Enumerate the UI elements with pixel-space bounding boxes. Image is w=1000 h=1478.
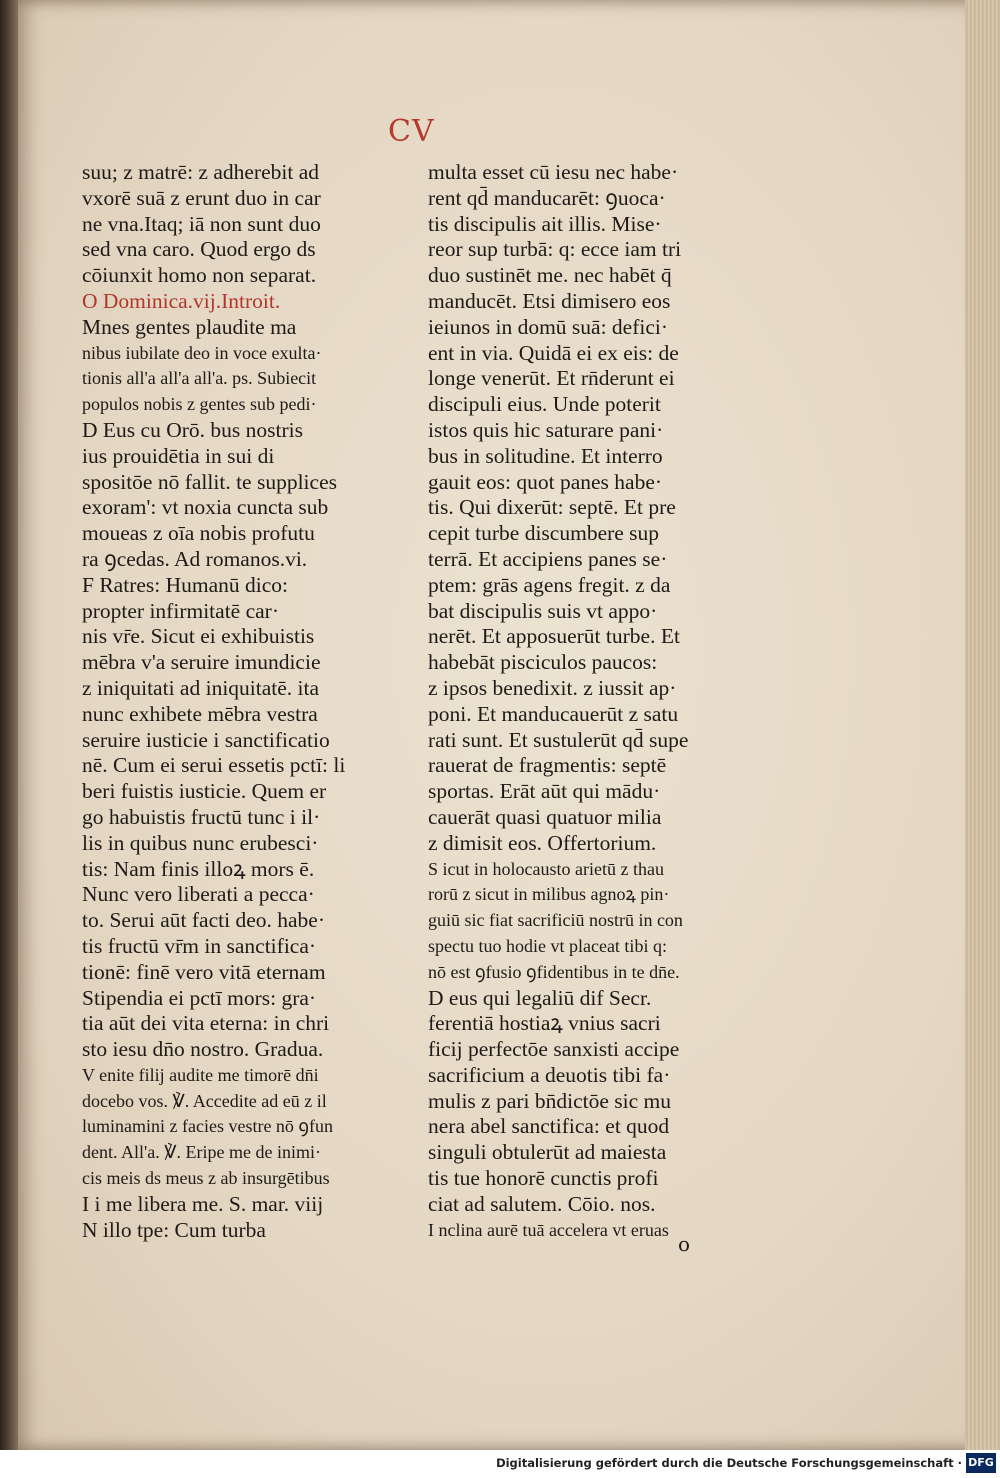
text-line: Mnes gentes plaudite ma: [82, 314, 297, 339]
text-line: nō est ꝯfusio ꝯfidentibus in te dn̄e.: [428, 961, 680, 982]
folio-number: CV: [388, 114, 435, 149]
text-line: tis discipulis ait illis. Mise·: [428, 211, 662, 236]
text-line: sacrificium a deuotis tibi fa·: [428, 1062, 671, 1087]
text-line: sto iesu dn̄o nostro. Gradua.: [82, 1037, 324, 1062]
text-line: rati sunt. Et sustulerūt qd̄ supe: [428, 727, 689, 752]
text-line: F Ratres: Humanū dico:: [82, 572, 289, 597]
text-line: ra ꝯcedas. Ad romanos.vi.: [82, 546, 308, 571]
text-line: bus in solitudine. Et interro: [428, 443, 663, 468]
text-line: tis tue honorē cunctis profi: [428, 1166, 659, 1191]
text-line: tia aūt dei vita eterna: in chri: [82, 1011, 330, 1036]
text-line: cepit turbe discumbere sup: [428, 521, 660, 546]
text-line: I nclina aurē tuā accelera vt eruas: [428, 1219, 669, 1240]
text-line: N illo tpe: Cum turba: [82, 1217, 266, 1242]
text-line: z dimisit eos. Offertorium.: [428, 830, 657, 855]
text-line: nibus iubilate deo in voce exulta·: [82, 342, 322, 363]
text-line: tionis all'a all'a all'a. ps. Subiecit: [82, 368, 317, 389]
text-line: moueas z oīa nobis profutu: [82, 521, 315, 546]
text-line: populos nobis z gentes sub pedi·: [82, 394, 317, 415]
text-line: S icut in holocausto arietū z thau: [428, 858, 664, 879]
text-line: spectu tuo hodie vt placeat tibi q:: [428, 935, 667, 956]
text-line: duo sustinēt me. nec habēt q̄: [428, 263, 672, 288]
text-line: suu; z matrē: z adherebit ad: [82, 160, 319, 184]
text-line: nera abel sanctifica: et quod: [428, 1114, 670, 1139]
text-line: mulis z pari bn̄dictōe sic mu: [428, 1088, 672, 1113]
text-line: Stipendia ei pctī mors: gra·: [82, 985, 317, 1010]
text-line: luminamini z facies vestre nō ꝯfun: [82, 1116, 333, 1137]
text-line: rorū z sicut in milibus agnoꝝ pin·: [428, 884, 670, 905]
text-line: seruire iusticie i sanctificatio: [82, 727, 330, 752]
text-line: nē. Cum ei serui essetis pctī: li: [82, 753, 346, 778]
text-line: discipuli eius. Unde poterit: [428, 392, 661, 417]
text-line: ent in via. Quidā ei ex eis: de: [428, 340, 679, 365]
text-line: cauerāt quasi quatuor milia: [428, 804, 662, 829]
text-line: I i me libera me. S. mar. viij: [82, 1191, 324, 1216]
left-column: [82, 160, 382, 1243]
text-line: dent. All'a. ℣. Eripe me de inimi·: [82, 1142, 322, 1163]
text-line: ius prouidētia in sui di: [82, 443, 275, 468]
text-line: Nunc vero liberati a pecca·: [82, 882, 315, 907]
text-line: istos quis hic saturare pani·: [428, 417, 664, 442]
text-line: ciat ad salutem. Cōio. nos.: [428, 1191, 656, 1216]
footer-credit: Digitalisierung gefördert durch die Deutsche Forschungsgemeinschaft ·: [496, 1456, 962, 1470]
text-line: cōiunxit homo non separat.: [82, 263, 317, 288]
text-line: go habuistis fructū tunc i il·: [82, 804, 321, 829]
text-line: cis meis ds meus z ab insurgētibus: [82, 1168, 330, 1189]
text-line: docebo vos. ℣. Accedite ad eū z il: [82, 1090, 327, 1111]
text-line: sed vna caro. Quod ergo ds: [82, 237, 316, 262]
text-line: tis fructū vr̄m in sanctifica·: [82, 933, 317, 958]
text-line: exoram': vt noxia cuncta sub: [82, 495, 329, 520]
text-line: tionē: finē vero vitā eternam: [82, 959, 326, 984]
text-line: lis in quibus nunc erubesci·: [82, 830, 319, 855]
text-line: nis vr̄e. Sicut ei exhibuistis: [82, 624, 315, 649]
text-line: ieiunos in domū suā: defici·: [428, 314, 669, 339]
text-line: nerēt. Et apposuerūt turbe. Et: [428, 624, 680, 649]
text-line: gauit eos: quot panes habe·: [428, 469, 663, 494]
signature-mark: o: [678, 1232, 691, 1256]
text-line: habebāt pisciculos paucos:: [428, 650, 658, 675]
text-line: sportas. Erāt aūt qui mādu·: [428, 779, 661, 804]
text-line: ficij perfectōe sanxisti accipe: [428, 1037, 680, 1062]
dfg-logo-icon: DFG: [966, 1453, 996, 1473]
text-line: to. Serui aūt facti deo. habe·: [82, 908, 325, 933]
text-line: manducēt. Etsi dimisero eos: [428, 288, 671, 313]
text-line: ptem: grās agens fregit. z da: [428, 572, 671, 597]
text-line: rauerat de fragmentis: septē: [428, 753, 667, 778]
text-line: vxorē suā z erunt duo in car: [82, 185, 321, 210]
text-line: terrā. Et accipiens panes se·: [428, 546, 668, 571]
right-column: [428, 160, 728, 1243]
text-line: beri fuistis iusticie. Quem er: [82, 779, 327, 804]
text-line: bat discipulis suis vt appo·: [428, 598, 658, 623]
text-line: D eus qui legaliū dif Secr.: [428, 985, 652, 1010]
fore-edge: [965, 0, 1000, 1450]
text-line: V enite filij audite me timorē dn̄i: [82, 1064, 319, 1085]
text-line: z ipsos benedixit. z iussit ap·: [428, 675, 677, 700]
text-line: reor sup turbā: q: ecce iam tri: [428, 237, 682, 262]
text-line: tis. Qui dixerūt: septē. Et pre: [428, 495, 676, 520]
text-line: propter infirmitatē car·: [82, 598, 279, 623]
rubric-line: O Dominica.vij.Introit.: [82, 288, 281, 313]
text-line: mēbra v'a seruire imundicie: [82, 650, 321, 675]
text-line: singuli obtulerūt ad maiesta: [428, 1140, 667, 1165]
text-line: guiū sic fiat sacrificiū nostrū in con: [428, 910, 683, 931]
text-line: poni. Et manducauerūt z satu: [428, 701, 679, 726]
text-line: multa esset cū iesu nec habe·: [428, 160, 679, 184]
text-line: z iniquitati ad iniquitatē. ita: [82, 675, 320, 700]
text-line: rent qd̄ manducarēt: ꝯuoca·: [428, 185, 666, 210]
text-line: ne vna.Itaq; iā non sunt duo: [82, 211, 321, 236]
text-line: spositōe nō fallit. te supplices: [82, 469, 337, 494]
text-line: longe venerūt. Et rn̄derunt ei: [428, 366, 675, 391]
text-line: ferentiā hostiaꝝ vnius sacri: [428, 1011, 661, 1036]
text-line: nunc exhibete mēbra vestra: [82, 701, 318, 726]
text-line: tis: Nam finis illoꝝ mors ē.: [82, 856, 315, 881]
text-line: D Eus cu Orō. bus nostris: [82, 417, 303, 442]
